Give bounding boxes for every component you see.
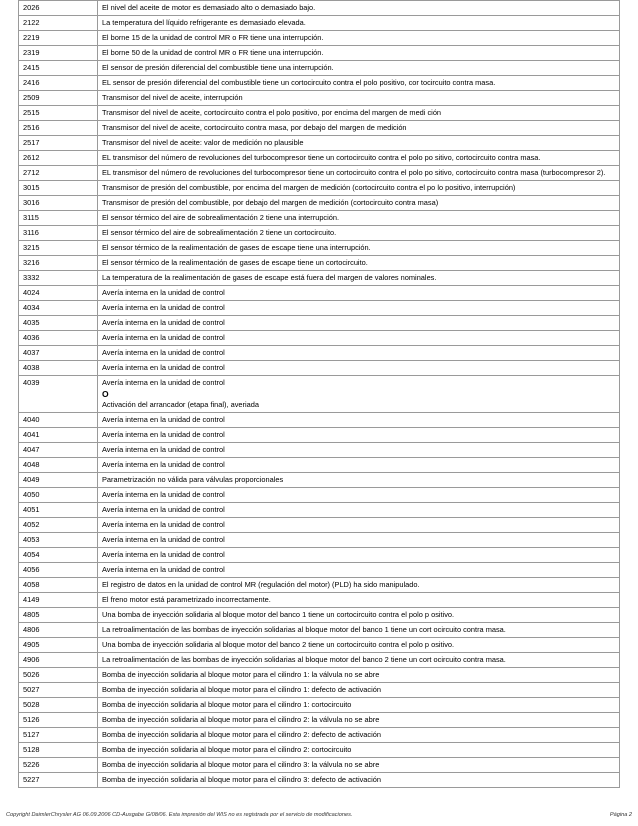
fault-description: Avería interna en la unidad de control [102,288,225,297]
fault-code-cell: 4149 [19,593,98,608]
fault-description-cell [98,413,620,428]
table-row [19,31,620,46]
fault-code-cell: 2516 [19,121,98,136]
fault-description-cell [98,16,620,31]
fault-description-cell [98,121,620,136]
fault-code-cell: 3216 [19,256,98,271]
table-row [19,136,620,151]
table-row [19,683,620,698]
fault-description-cell [98,473,620,488]
table-row [19,226,620,241]
fault-description-alternative: Activación del arrancador (etapa final), averiada [102,400,259,409]
table-row [19,533,620,548]
fault-description: Transmisor de presión del combustible, por debajo del margen de medición (cortocircuito contra masa) [102,198,439,207]
fault-code-cell: 4054 [19,548,98,563]
table-row [19,563,620,578]
table-row [19,106,620,121]
fault-description-cell [98,331,620,346]
table-row [19,301,620,316]
table-row [19,271,620,286]
fault-code-cell: 4052 [19,518,98,533]
fault-description: El sensor térmico del aire de sobrealimentación 2 tiene una interrupción. [102,213,340,222]
fault-description-cell [98,316,620,331]
fault-description-cell [98,91,620,106]
fault-description-cell [98,1,620,16]
table-row [19,443,620,458]
fault-description-cell [98,46,620,61]
fault-code-cell: 5126 [19,713,98,728]
fault-description-cell [98,773,620,788]
table-row [19,728,620,743]
page-number: Página 2 [609,812,632,818]
fault-code-cell: 4034 [19,301,98,316]
fault-description: La retroalimentación de las bombas de inyección solidarias al bloque motor del banco 1 tiene un cort ocircuito contra masa. [102,625,506,634]
fault-description: Una bomba de inyección solidaria al bloque motor del banco 2 tiene un cortocircuito contra el polo p ositivo. [102,640,455,649]
fault-code-cell: 2416 [19,76,98,91]
fault-description: Avería interna en la unidad de control [102,535,225,544]
fault-code-cell: 4905 [19,638,98,653]
fault-code-cell: 3215 [19,241,98,256]
table-row [19,413,620,428]
fault-description: Transmisor del nivel de aceite, interrupción [102,93,243,102]
table-row [19,211,620,226]
fault-description-cell [98,728,620,743]
fault-code-cell: 4053 [19,533,98,548]
fault-description: El borne 50 de la unidad de control MR o FR tiene una interrupción. [102,48,324,57]
table-row [19,593,620,608]
fault-description-cell [98,256,620,271]
table-row [19,758,620,773]
fault-code-cell: 2319 [19,46,98,61]
fault-code-cell: 5028 [19,698,98,713]
fault-description: El borne 15 de la unidad de control MR o FR tiene una interrupción. [102,33,324,42]
fault-description-cell [98,668,620,683]
table-row [19,316,620,331]
fault-description: El sensor térmico de la realimentación de gases de escape tiene una interrupción. [102,243,371,252]
fault-code-cell: 5128 [19,743,98,758]
fault-code-cell: 4041 [19,428,98,443]
fault-code-cell: 4806 [19,623,98,638]
fault-code-cell: 4035 [19,316,98,331]
table-row [19,488,620,503]
table-row [19,256,620,271]
fault-code-cell: 3016 [19,196,98,211]
fault-code-cell: 4906 [19,653,98,668]
table-row [19,623,620,638]
fault-description: Avería interna en la unidad de control [102,520,225,529]
table-row [19,286,620,301]
fault-description: Transmisor del nivel de aceite, cortocircuito contra el polo positivo, por encima del margen de medi ción [102,108,442,117]
fault-code-cell: 4805 [19,608,98,623]
fault-description: Avería interna en la unidad de control [102,430,225,439]
fault-description: La temperatura del líquido refrigerante es demasiado elevada. [102,18,306,27]
or-separator: O [102,389,109,399]
fault-description: Bomba de inyección solidaria al bloque motor para el cilindro 1: la válvula no se abre [102,670,380,679]
fault-description-cell [98,548,620,563]
fault-description: Avería interna en la unidad de control [102,565,225,574]
table-row [19,166,620,181]
fault-description-cell [98,286,620,301]
table-row [19,346,620,361]
table-row [19,1,620,16]
fault-description-cell [98,698,620,713]
fault-description: Avería interna en la unidad de control [102,363,225,372]
fault-code-table-body [19,1,620,788]
fault-description: El sensor térmico de la realimentación de gases de escape tiene un cortocircuito. [102,258,368,267]
table-row [19,638,620,653]
fault-code-cell: 3116 [19,226,98,241]
fault-description: Avería interna en la unidad de control [102,490,225,499]
fault-code-cell: 3332 [19,271,98,286]
fault-description-cell [98,578,620,593]
fault-description-cell [98,166,620,181]
table-row [19,121,620,136]
fault-description-cell [98,241,620,256]
fault-code-cell: 4038 [19,361,98,376]
table-row [19,361,620,376]
fault-description: Avería interna en la unidad de control [102,550,225,559]
table-row [19,61,620,76]
fault-code-cell: 4056 [19,563,98,578]
table-row [19,473,620,488]
fault-description: Avería interna en la unidad de control [102,303,225,312]
table-row [19,608,620,623]
table-row [19,503,620,518]
table-row [19,743,620,758]
fault-description-cell [98,376,620,413]
fault-description: Avería interna en la unidad de control [102,348,225,357]
fault-description-cell [98,136,620,151]
fault-code-cell: 4047 [19,443,98,458]
fault-description-cell [98,593,620,608]
table-row [19,548,620,563]
fault-code-cell: 2509 [19,91,98,106]
fault-description: El freno motor está parametrizado incorrectamente. [102,595,271,604]
fault-description: El sensor térmico del aire de sobrealimentación 2 tiene un cortocircuito. [102,228,337,237]
fault-code-cell: 2712 [19,166,98,181]
fault-description-cell [98,518,620,533]
fault-description-cell [98,211,620,226]
fault-description: Avería interna en la unidad de control [102,318,225,327]
table-row [19,196,620,211]
fault-description: Transmisor del nivel de aceite, cortocircuito contra masa, por debajo del margen de medición [102,123,407,132]
fault-code-cell: 5026 [19,668,98,683]
table-row [19,181,620,196]
fault-description: Bomba de inyección solidaria al bloque motor para el cilindro 2: la válvula no se abre [102,715,380,724]
table-row [19,91,620,106]
table-row [19,458,620,473]
fault-description-cell [98,31,620,46]
fault-code-cell: 4051 [19,503,98,518]
fault-code-cell: 2415 [19,61,98,76]
fault-code-cell: 3115 [19,211,98,226]
fault-description-cell [98,458,620,473]
table-row [19,241,620,256]
fault-description-cell [98,758,620,773]
fault-description-cell [98,271,620,286]
fault-code-cell: 5027 [19,683,98,698]
fault-description: El registro de datos en la unidad de control MR (regulación del motor) (PLD) ha sido manipulado. [102,580,420,589]
fault-description: La temperatura de la realimentación de gases de escape está fuera del margen de valores nominales. [102,273,437,282]
fault-description-cell [98,488,620,503]
fault-description: Bomba de inyección solidaria al bloque motor para el cilindro 2: cortocircuito [102,745,352,754]
fault-code-cell: 2122 [19,16,98,31]
table-row [19,668,620,683]
fault-description: Bomba de inyección solidaria al bloque motor para el cilindro 3: la válvula no se abre [102,760,380,769]
fault-description-cell [98,563,620,578]
table-row [19,16,620,31]
fault-description-cell [98,151,620,166]
fault-description-cell [98,76,620,91]
fault-code-cell: 5127 [19,728,98,743]
fault-description: Parametrización no válida para válvulas proporcionales [102,475,284,484]
fault-description-cell [98,346,620,361]
fault-description: Bomba de inyección solidaria al bloque motor para el cilindro 2: defecto de activación [102,730,381,739]
fault-description-cell [98,106,620,121]
fault-code-cell: 4037 [19,346,98,361]
table-row [19,331,620,346]
fault-description: Bomba de inyección solidaria al bloque motor para el cilindro 1: cortocircuito [102,700,352,709]
fault-description: El sensor de presión diferencial del combustible tiene una interrupción. [102,63,334,72]
fault-description-cell [98,61,620,76]
fault-description: EL transmisor del número de revoluciones del turbocompresor tiene un cortocircuito contra el polo po sitivo, cortocircuito contra masa (turbocompresor 2). [102,168,606,177]
fault-description-cell [98,301,620,316]
fault-description: Bomba de inyección solidaria al bloque motor para el cilindro 1: defecto de activación [102,685,381,694]
fault-code-cell: 4024 [19,286,98,301]
fault-code-cell: 5227 [19,773,98,788]
fault-description-cell [98,713,620,728]
fault-code-cell: 4049 [19,473,98,488]
fault-description-cell [98,743,620,758]
fault-description-cell [98,683,620,698]
fault-code-cell: 4040 [19,413,98,428]
fault-description-cell [98,196,620,211]
table-row [19,151,620,166]
fault-description: El nivel del aceite de motor es demasiado alto o demasiado bajo. [102,3,316,12]
fault-code-cell: 4050 [19,488,98,503]
fault-code-cell: 2026 [19,1,98,16]
table-row [19,76,620,91]
fault-description: Avería interna en la unidad de control [102,378,225,387]
fault-code-cell: 2219 [19,31,98,46]
table-row [19,46,620,61]
fault-code-cell: 3015 [19,181,98,196]
table-row [19,578,620,593]
fault-description: Bomba de inyección solidaria al bloque motor para el cilindro 3: defecto de activación [102,775,381,784]
table-row [19,428,620,443]
fault-description: EL transmisor del número de revoluciones del turbocompresor tiene un cortocircuito contra el polo po sitivo, cortocircuito contra masa. [102,153,541,162]
fault-description: Avería interna en la unidad de control [102,505,225,514]
fault-code-cell: 5226 [19,758,98,773]
fault-code-cell: 4048 [19,458,98,473]
fault-description: Avería interna en la unidad de control [102,333,225,342]
fault-description: La retroalimentación de las bombas de inyección solidarias al bloque motor del banco 2 tiene un cort ocircuito contra masa. [102,655,506,664]
fault-description: Transmisor de presión del combustible, por encima del margen de medición (cortocircuito contra el po lo positivo, interrupción) [102,183,516,192]
fault-description-cell [98,443,620,458]
fault-description-cell [98,653,620,668]
table-row [19,698,620,713]
fault-description-cell [98,608,620,623]
fault-description-cell [98,503,620,518]
fault-description: Avería interna en la unidad de control [102,415,225,424]
table-row [19,773,620,788]
fault-description: Avería interna en la unidad de control [102,445,225,454]
fault-code-table [18,0,620,788]
fault-description: EL sensor de presión diferencial del combustible tiene un cortocircuito contra el polo positivo, cor tocircuito contra masa. [102,78,496,87]
fault-description: Avería interna en la unidad de control [102,460,225,469]
fault-description: Una bomba de inyección solidaria al bloque motor del banco 1 tiene un cortocircuito contra el polo p ositivo. [102,610,455,619]
fault-description-cell [98,181,620,196]
page-footer [6,812,632,818]
table-row [19,653,620,668]
table-row [19,713,620,728]
table-row [19,518,620,533]
fault-description-cell [98,226,620,241]
fault-code-cell: 2612 [19,151,98,166]
fault-description-cell [98,533,620,548]
fault-code-cell: 4039 [19,376,98,413]
fault-description-cell [98,638,620,653]
fault-description-cell [98,623,620,638]
fault-description-cell [98,361,620,376]
fault-description: Transmisor del nivel de aceite: valor de medición no plausible [102,138,304,147]
table-row [19,376,620,413]
fault-code-cell: 2517 [19,136,98,151]
fault-code-cell: 2515 [19,106,98,121]
fault-description-cell [98,428,620,443]
copyright-notice: Copyright DaimlerChrysler AG 06.09.2006 CD-Ausgabe G/08/06. Esta impresión del WIS no es registrada por el servicio de modificaciones. [6,812,353,818]
fault-code-cell: 4036 [19,331,98,346]
fault-code-cell: 4058 [19,578,98,593]
